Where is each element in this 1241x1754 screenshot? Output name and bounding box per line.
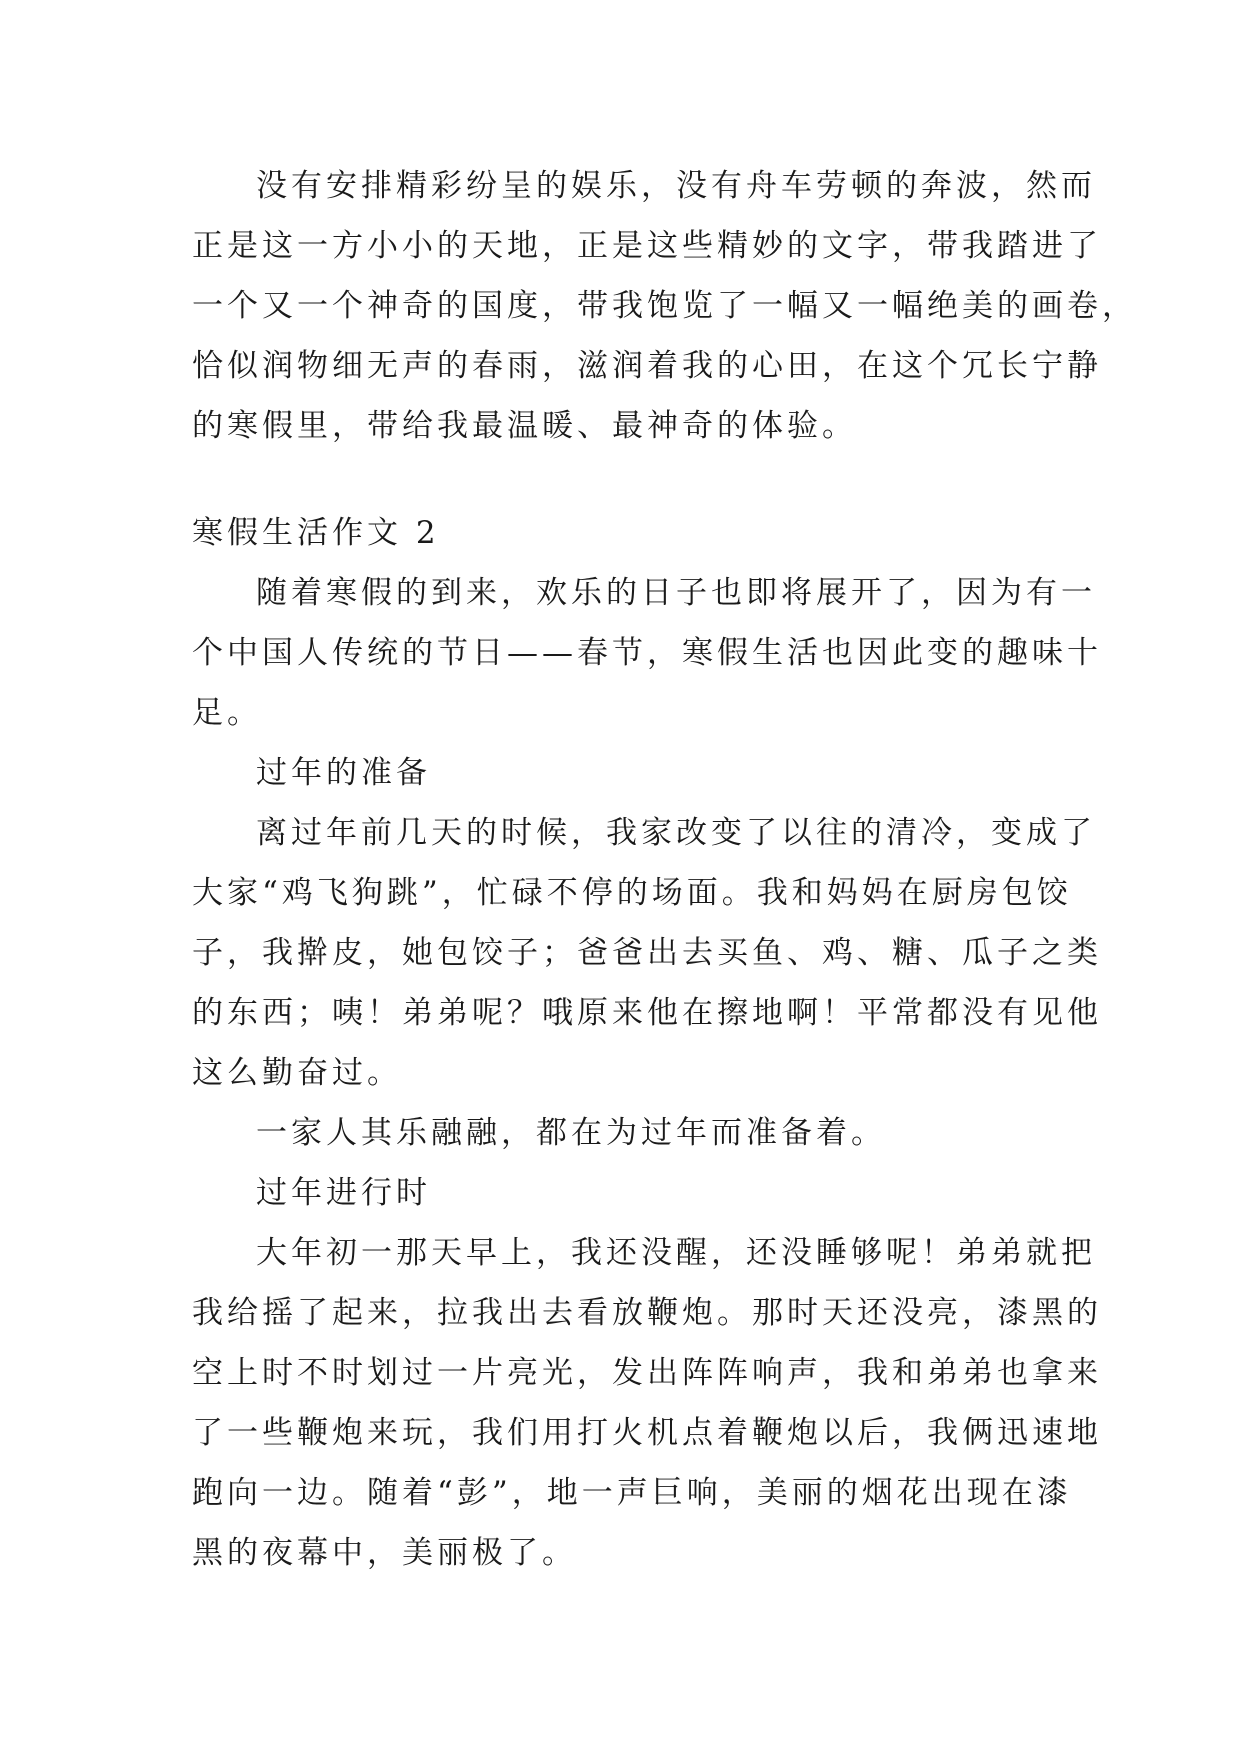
text-line: 了一些鞭炮来玩，我们用打火机点着鞭炮以后，我俩迅速地 bbox=[192, 1415, 1102, 1451]
text-line: 大年初一那天早上，我还没醒，还没睡够呢！弟弟就把 bbox=[256, 1235, 1096, 1271]
text-line: 黑的夜幕中，美丽极了。 bbox=[192, 1535, 577, 1571]
text-line: 空上时不时划过一片亮光，发出阵阵响声，我和弟弟也拿来 bbox=[192, 1355, 1102, 1391]
text-line: 子，我擀皮，她包饺子；爸爸出去买鱼、鸡、糖、瓜子之类 bbox=[192, 935, 1102, 971]
text-line: 恰似润物细无声的春雨，滋润着我的心田，在这个冗长宁静 bbox=[192, 348, 1102, 384]
text-line: 离过年前几天的时候，我家改变了以往的清冷，变成了 bbox=[256, 815, 1096, 851]
text-line: 的寒假里，带给我最温暖、最神奇的体验。 bbox=[192, 408, 857, 444]
text-line: 的东西；咦！弟弟呢？哦原来他在擦地啊！平常都没有见他 bbox=[192, 995, 1102, 1031]
text-line: 没有安排精彩纷呈的娱乐，没有舟车劳顿的奔波，然而 bbox=[256, 168, 1096, 204]
section-heading: 寒假生活作文 2 bbox=[192, 515, 440, 551]
text-line: 正是这一方小小的天地，正是这些精妙的文字，带我踏进了 bbox=[192, 228, 1102, 264]
text-line: 个中国人传统的节日——春节，寒假生活也因此变的趣味十 bbox=[192, 635, 1102, 671]
subheading: 过年的准备 bbox=[256, 755, 431, 791]
text-line: 我给摇了起来，拉我出去看放鞭炮。那时天还没亮，漆黑的 bbox=[192, 1295, 1102, 1331]
text-line: 一家人其乐融融，都在为过年而准备着。 bbox=[256, 1115, 886, 1151]
text-line: 跑向一边。随着“彭”，地一声巨响，美丽的烟花出现在漆 bbox=[192, 1475, 1072, 1511]
subheading: 过年进行时 bbox=[256, 1175, 431, 1211]
text-line: 足。 bbox=[192, 695, 262, 731]
text-line: 大家“鸡飞狗跳”，忙碌不停的场面。我和妈妈在厨房包饺 bbox=[192, 875, 1072, 911]
text-line: 随着寒假的到来，欢乐的日子也即将展开了，因为有一 bbox=[256, 575, 1096, 611]
text-line: 一个又一个神奇的国度，带我饱览了一幅又一幅绝美的画卷， bbox=[192, 288, 1137, 324]
text-line: 这么勤奋过。 bbox=[192, 1055, 402, 1091]
